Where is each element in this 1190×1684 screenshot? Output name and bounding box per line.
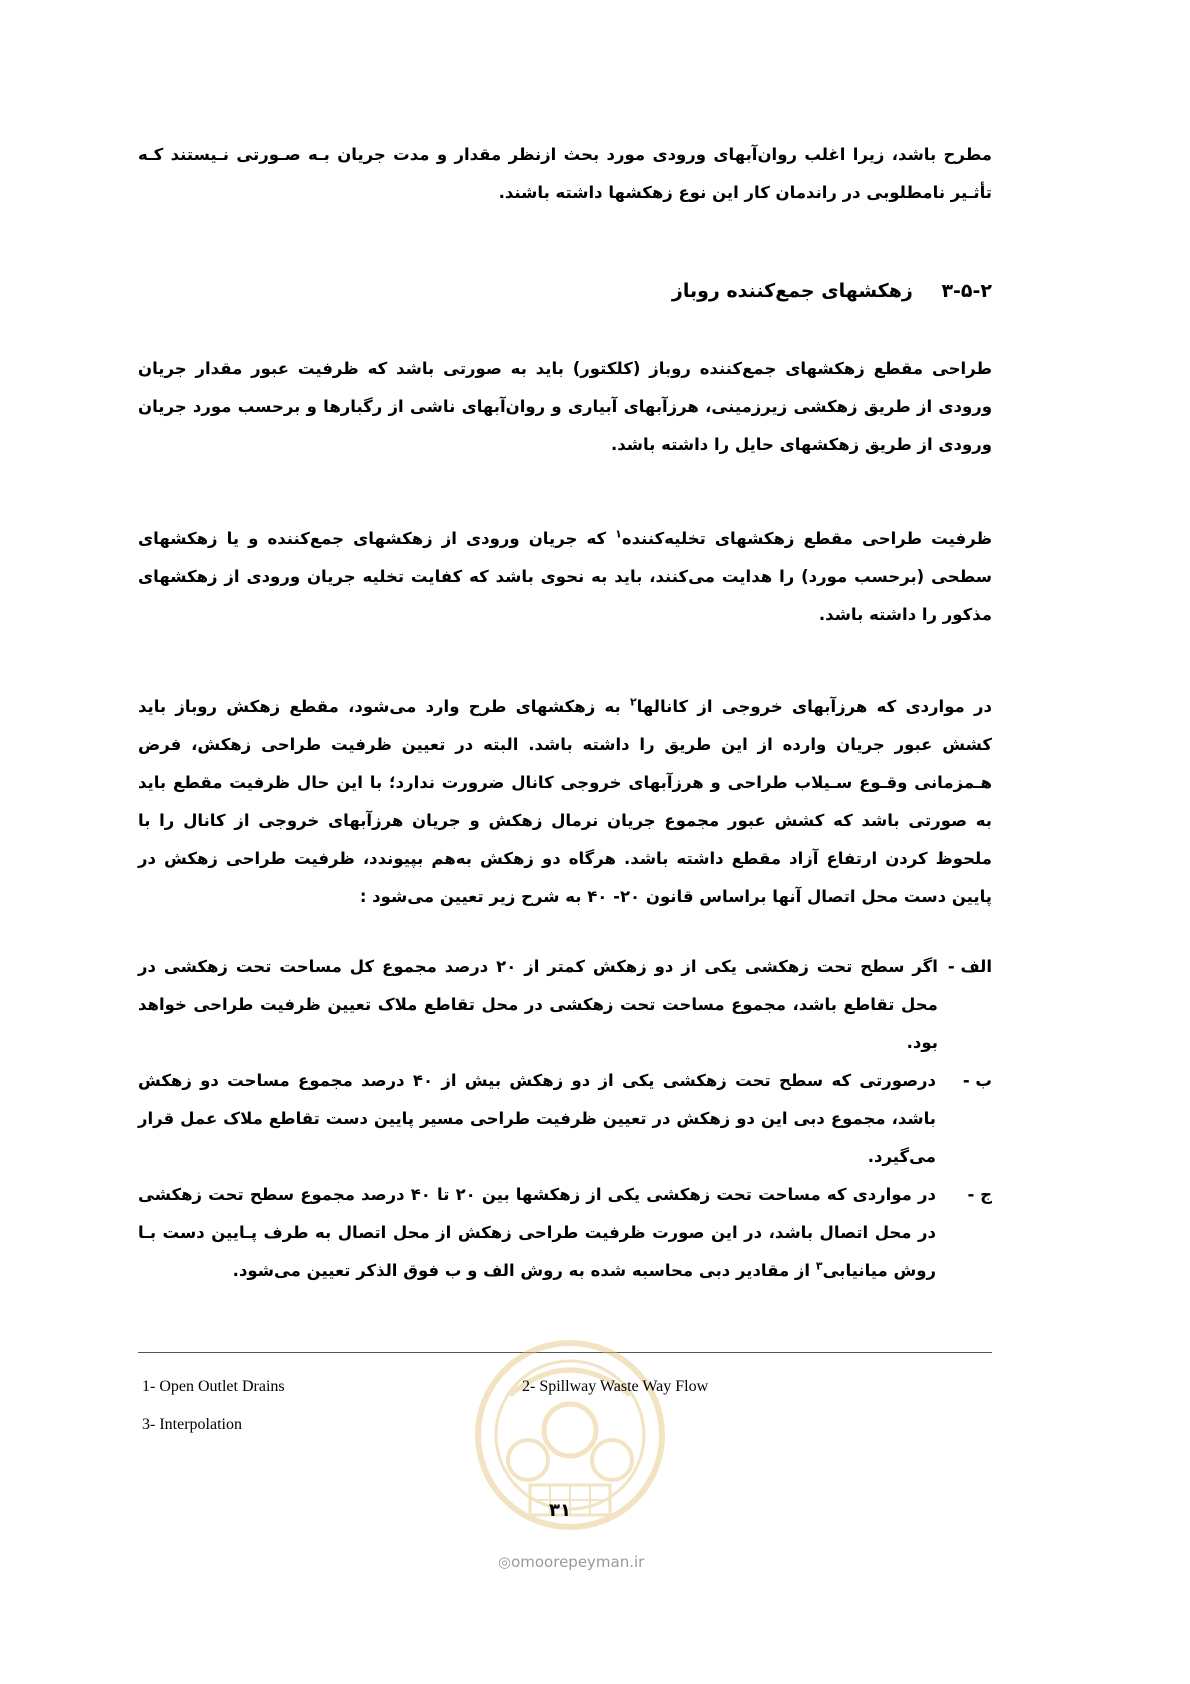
footnote-ref-1: ۱ [615,527,622,541]
site-url: omoorepeyman.ir [511,1553,645,1571]
section-title: زهکشهای جمع‌کننده روباز [671,280,913,302]
paragraph-outlet-text-b: که جریان ورودی از زهکشهای جمع‌کننده و یا زهکشهای سطحی (برحسب مورد) را هدایت می‌کنند، باید به نحوی باشد که کفایت تخلیه جریان ورودی از زهکشهای مذکور را داشته باشد. [138,529,992,624]
paragraph-outlet-capacity [138,520,992,634]
paragraph-outlet-text-a: ظرفیت طراحی مقطع زهکشهای تخلیه‌کننده [621,529,992,548]
footnote-1: 1- Open Outlet Drains [142,1378,285,1395]
paragraph-intro-text: مطرح باشد، زیرا اغلب روان‌آبهای ورودی مورد بحث ازنظر مقدار و مدت جریان بـه صـورتی نـیستند کـه تأثـیر نامطلوبی در راندمان کار این نوع زهکشها داشته باشند. [138,145,992,202]
footnote-ref-2: ۲ [629,695,637,709]
list-item-jim [138,1176,992,1290]
list-marker: الف - [947,957,992,976]
list-item-be [138,1062,992,1176]
list-item-alef [138,948,992,1062]
section-heading [672,280,992,302]
list-marker: ج - [967,1185,992,1204]
paragraph-intro [138,136,992,212]
paragraph-collector-design [138,350,992,464]
list-item-text [138,1176,936,1290]
footnote-2: 2- Spillway Waste Way Flow [522,1378,709,1395]
section-number: ۳-۵-۲ [941,280,992,302]
paragraph-canal-text-b: به زهکشهای طرح وارد می‌شود، مقطع زهکش روباز باید کشش عبور جریان وارده از این طریق را داشته باشد. البته در تعیین ظرفیت طراحی زهکش، فرض هـمزمانی وقـوع سـیلاب طراحی و هرزآبهای خروجی کانال ضرورت ندارد؛ با این حال ظرفیت مقطع باید به صورتی باشد که کشش عبور مجموع جریان نرمال زهکش و جریان هرزآبهای خروجی از کانال را با ملحوظ کردن ارتفاع آزاد مقطع داشته باشد. هرگاه دو زهکش به‌هم بپیوندد، ظرفیت طراحی زهکش در پایین دست محل اتصال آنها براساس قانون ۲۰- ۴۰ به شرح زیر تعیین می‌شود : [138,697,992,906]
list-marker: ب - [962,1071,992,1090]
site-logo-icon: ◎ [498,1553,512,1571]
list-item-text-b: از مقادیر دبی محاسبه شده به روش الف و ب فوق الذکر تعیین می‌شود. [232,1261,816,1280]
paragraph-collector-design-text: طراحی مقطع زهکشهای جمع‌کننده روباز (کلکتور) باید به صورتی باشد که ظرفیت عبور مقدار جریان ورودی از طریق زهکشی زیرزمینی، هرزآبهای آبیاری و روان‌آبهای ناشی از رگبارها و برحسب مورد جریان ورودی از طریق زهکشهای حایل را داشته باشد. [138,359,992,454]
footnote-ref-3: ۳ [815,1259,823,1273]
page-number: ۳۱ [549,1500,571,1521]
list-item-text: درصورتی که سطح تحت زهکشی یکی از دو زهکش بیش از ۴۰ درصد مجموع مساحت دو زهکش باشد، مجموع دبی این دو زهکش در تعیین ظرفیت طراحی مسیر پایین دست تقاطع ملاک عمل قرار می‌گیرد. [138,1071,937,1166]
footnote-3: 3- Interpolation [142,1416,242,1433]
paragraph-canal-text-a: در مواردی که هرزآبهای خروجی از کانالها [636,697,992,716]
list-item-text: اگر سطح تحت زهکشی یکی از دو زهکش کمتر از ۲۰ درصد مجموع کل مساحت تحت زهکشی در محل تقاطع باشد، مجموع مساحت تحت زهکشی در محل تقاطع ملاک تعیین ظرفیت طراحی خواهد بود. [138,957,938,1052]
paragraph-canal-spillway [138,688,992,916]
watermark-site [498,1553,644,1571]
rule-list [138,948,992,1290]
list-item-text-a: در مواردی که مساحت تحت زهکشی یکی از زهکشها بین ۲۰ تا ۴۰ درصد مجموع سطح تحت زهکشی در محل اتصال باشد، در این صورت ظرفیت طراحی زهکش از محل اتصال به طرف پـایین دست بـا روش میانیابی [138,1185,936,1280]
